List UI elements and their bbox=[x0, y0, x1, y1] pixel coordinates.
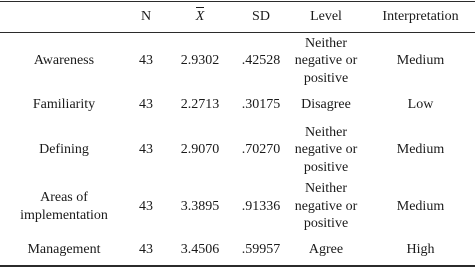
row-n: 43 bbox=[139, 97, 153, 113]
header-label bbox=[0, 2, 128, 32]
header-sd: SD bbox=[252, 9, 270, 25]
header-mean bbox=[164, 2, 236, 32]
row-n: 43 bbox=[139, 53, 153, 69]
row-n: 43 bbox=[139, 142, 153, 158]
row-mean: 3.3895 bbox=[180, 198, 220, 214]
row-interpretation: Medium bbox=[396, 198, 445, 214]
row-level: Neither negative or positive bbox=[294, 181, 358, 232]
table-bottom-rule bbox=[0, 265, 475, 267]
row-sd: .30175 bbox=[241, 97, 281, 113]
row-interpretation: Medium bbox=[396, 142, 445, 158]
row-sd: .70270 bbox=[241, 142, 281, 158]
header-n: N bbox=[140, 9, 152, 25]
row-sd: .91336 bbox=[241, 198, 281, 214]
table-header-rule bbox=[0, 32, 475, 33]
row-mean: 2.9302 bbox=[180, 53, 220, 69]
header-interpretation: Interpretation bbox=[382, 9, 459, 25]
row-mean: 2.9070 bbox=[180, 142, 220, 158]
row-interpretation: High bbox=[406, 242, 435, 258]
row-level: Neither negative or positive bbox=[294, 35, 358, 86]
header-level: Level bbox=[310, 9, 342, 25]
row-level: Agree bbox=[308, 242, 344, 258]
row-label: Management bbox=[27, 242, 101, 258]
row-interpretation: Medium bbox=[396, 53, 445, 69]
row-mean: 2.2713 bbox=[180, 97, 220, 113]
row-sd: .59957 bbox=[241, 242, 281, 258]
row-label: Defining bbox=[39, 142, 89, 158]
row-label: Awareness bbox=[33, 53, 95, 69]
row-mean: 3.4506 bbox=[180, 242, 220, 258]
row-level: Disagree bbox=[301, 97, 351, 113]
row-level: Neither negative or positive bbox=[294, 124, 358, 175]
row-n: 43 bbox=[139, 242, 153, 258]
row-label: Familiarity bbox=[32, 97, 96, 113]
row-sd: .42528 bbox=[241, 53, 281, 69]
row-interpretation: Low bbox=[407, 97, 434, 113]
row-n: 43 bbox=[139, 198, 153, 214]
header-mean-symbol: X bbox=[195, 9, 205, 25]
row-label: Areas of implementation bbox=[20, 190, 108, 223]
